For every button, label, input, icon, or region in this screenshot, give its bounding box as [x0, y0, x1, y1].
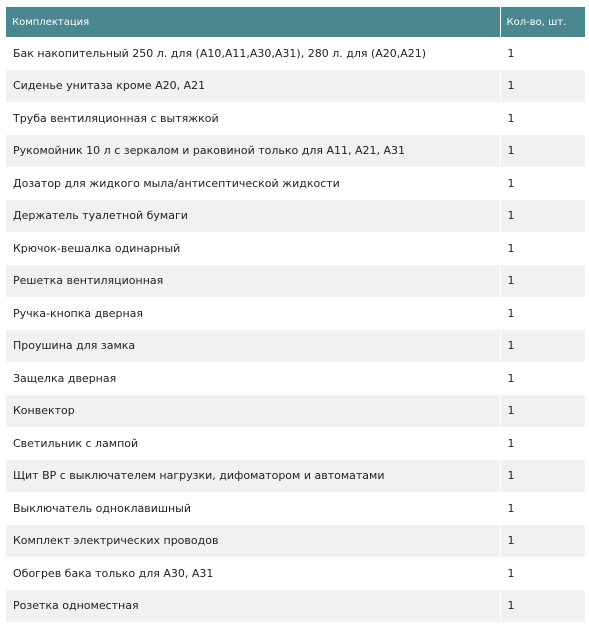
column-header-item: Комплектация [6, 7, 500, 37]
qty-cell: 1 [500, 460, 585, 493]
item-cell: Светильник с лампой [6, 427, 500, 460]
table-row [6, 232, 585, 265]
qty-cell: 1 [500, 395, 585, 428]
table-row [6, 525, 585, 558]
table-row [6, 557, 585, 590]
table-row [6, 37, 585, 70]
table-row [6, 590, 585, 623]
qty-cell: 1 [500, 525, 585, 558]
item-cell: Бак накопительный 250 л. для (А10,А11,А30,А31), 280 л. для (А20,А21) [6, 37, 500, 70]
qty-cell: 1 [500, 297, 585, 330]
qty-cell: 1 [500, 167, 585, 200]
item-cell: Обогрев бака только для А30, А31 [6, 557, 500, 590]
qty-cell: 1 [500, 200, 585, 233]
table-row [6, 265, 585, 298]
item-cell: Рукомойник 10 л с зеркалом и раковиной только для А11, А21, А31 [6, 135, 500, 168]
item-cell: Конвектор [6, 395, 500, 428]
item-cell: Комплект электрических проводов [6, 525, 500, 558]
item-cell: Выключатель одноклавишный [6, 492, 500, 525]
item-cell: Розетка одноместная [6, 590, 500, 623]
qty-cell: 1 [500, 362, 585, 395]
table-row [6, 102, 585, 135]
qty-cell: 1 [500, 135, 585, 168]
qty-cell: 1 [500, 265, 585, 298]
item-cell: Держатель туалетной бумаги [6, 200, 500, 233]
table-row [6, 330, 585, 363]
qty-cell: 1 [500, 427, 585, 460]
column-header-qty: Кол-во, шт. [500, 7, 585, 37]
table-row [6, 362, 585, 395]
table-row [6, 427, 585, 460]
table-row [6, 70, 585, 103]
qty-cell: 1 [500, 70, 585, 103]
table-row [6, 167, 585, 200]
qty-cell: 1 [500, 492, 585, 525]
qty-cell: 1 [500, 102, 585, 135]
qty-cell: 1 [500, 590, 585, 623]
item-cell: Проушина для замка [6, 330, 500, 363]
table-row [6, 297, 585, 330]
qty-cell: 1 [500, 557, 585, 590]
item-cell: Труба вентиляционная с вытяжкой [6, 102, 500, 135]
header-row [6, 7, 585, 37]
item-cell: Защелка дверная [6, 362, 500, 395]
table-row [6, 395, 585, 428]
equipment-table [6, 7, 585, 622]
item-cell: Ручка-кнопка дверная [6, 297, 500, 330]
table-header [6, 7, 585, 37]
qty-cell: 1 [500, 37, 585, 70]
table-row [6, 492, 585, 525]
item-cell: Крючок-вешалка одинарный [6, 232, 500, 265]
qty-cell: 1 [500, 330, 585, 363]
table-row [6, 460, 585, 493]
table-row [6, 200, 585, 233]
qty-cell: 1 [500, 232, 585, 265]
table-body [6, 37, 585, 622]
item-cell: Дозатор для жидкого мыла/антисептической жидкости [6, 167, 500, 200]
item-cell: Решетка вентиляционная [6, 265, 500, 298]
item-cell: Щит ВР с выключателем нагрузки, дифоматором и автоматами [6, 460, 500, 493]
item-cell: Сиденье унитаза кроме А20, А21 [6, 70, 500, 103]
table-row [6, 135, 585, 168]
